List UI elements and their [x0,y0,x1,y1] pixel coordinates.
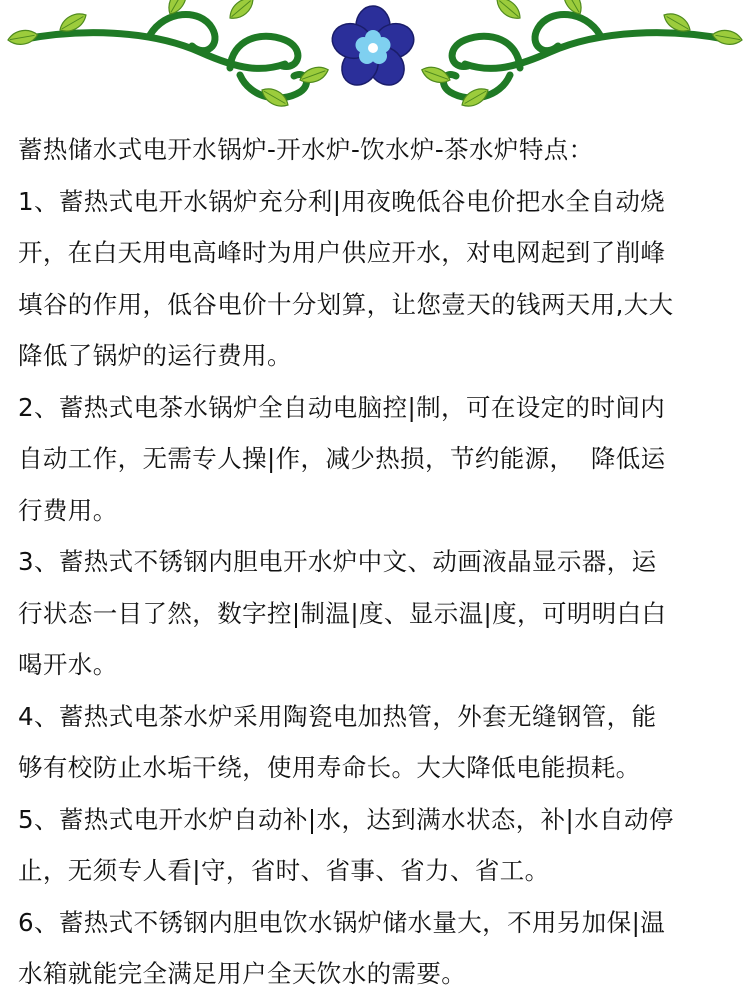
text-line: 降低了锅炉的运行费用。 [18,341,292,370]
text-line: 填谷的作用，低谷电价十分划算，让您壹天的钱两天用,大大 [18,289,674,319]
text-line: 水箱就能完全满足用户全天饮水的需要。 [18,959,467,988]
flower [328,6,419,92]
text-line: 自动工作，无需专人操|作，减少热损，节约能源， 降低运 [18,444,666,473]
text-line: 够有校防止水垢干绕，使用寿命长。大大降低电能损耗。 [18,753,641,782]
document-title: 蓄热储水式电开水锅炉-开水炉-饮水炉-茶水炉特点： [18,135,594,164]
text-line: 行费用。 [18,495,118,525]
text-line: 喝开水。 [18,650,118,679]
text-line: 1、蓄热式电开水锅炉充分利|用夜晚低谷电价把水全自动烧 [18,186,666,216]
text-line: 行状态一目了然，数字控|制温|度、显示温|度，可明明白白 [18,598,667,628]
text-line: 6、蓄热式不锈钢内胆电饮水锅炉储水量大，不用另加保|温 [18,907,666,937]
text-line: 2、蓄热式电茶水锅炉全自动电脑控|制，可在设定的时间内 [18,392,666,422]
text-line: 4、蓄热式电茶水炉采用陶瓷电加热管，外套无缝钢管，能 [18,701,657,731]
text-line: 开，在白天用电高峰时为用户供应开水，对电网起到了削峰 [18,238,666,267]
vine-flower-ornament [0,0,750,118]
text-line: 5、蓄热式电开水炉自动补|水，达到满水状态，补|水自动停 [18,804,674,834]
text-line: 3、蓄热式不锈钢内胆电开水炉中文、动画液晶显示器，运 [18,547,657,576]
feature-list-document [18,124,742,1000]
text-line: 止，无须专人看|守，省时、省事、省力、省工。 [18,856,550,885]
